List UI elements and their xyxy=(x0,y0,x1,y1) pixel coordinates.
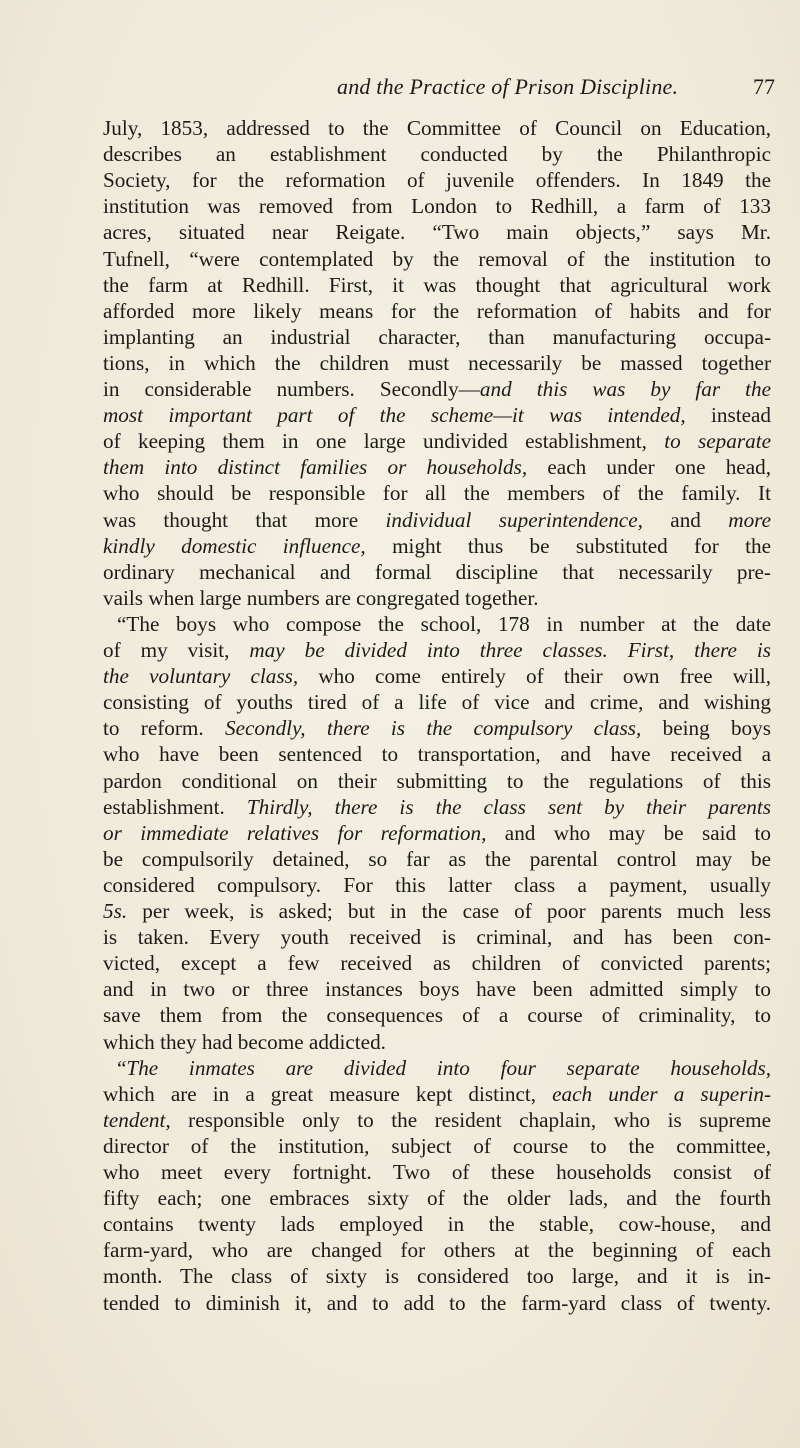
text-line xyxy=(103,741,771,767)
text-line xyxy=(103,480,771,506)
text-line xyxy=(103,1290,771,1316)
italic-text-segment: most important part of the scheme—it was intended, xyxy=(103,403,686,428)
text-line xyxy=(103,1263,771,1289)
text-line xyxy=(103,637,771,663)
text-line xyxy=(103,402,771,428)
text-segment: tended to diminish it, and to add to the farm-yard class of twenty. xyxy=(103,1290,771,1315)
text-segment: pardon conditional on their submitting to the regulations of this xyxy=(103,768,771,793)
italic-text-segment: may be divided into three classes. First, there is xyxy=(249,638,771,662)
text-line xyxy=(103,794,771,820)
text-segment: and xyxy=(642,507,729,532)
text-segment: “The boys who compose the school, 178 in number at the date xyxy=(117,611,771,636)
text-line xyxy=(103,950,771,976)
text-segment: of keeping them in one large undivided establishment, xyxy=(103,429,665,454)
page-header xyxy=(0,74,800,110)
text-segment: which they had become addicted. xyxy=(103,1029,386,1054)
italic-text-segment: individual superintendence, xyxy=(385,507,643,532)
text-segment: describes an establishment conducted by the Philanthropic xyxy=(103,142,771,167)
text-segment: and who may be said to xyxy=(486,820,771,845)
text-segment: the farm at Redhill. First, it was thought that agricultural work xyxy=(103,272,771,297)
text-segment: farm-yard, who are changed for others at the beginning of each xyxy=(103,1238,771,1263)
text-segment: tions, in which the children must necessarily be massed together xyxy=(103,350,771,375)
text-line xyxy=(103,1185,771,1211)
italic-text-segment: kindly domestic influence, xyxy=(103,533,366,558)
italic-text-segment: more xyxy=(728,507,772,532)
italic-text-segment: Secondly, there is the compulsory class, xyxy=(225,716,642,741)
text-line xyxy=(103,715,771,741)
text-segment: fifty each; one embraces sixty of the older lads, and the fourth xyxy=(103,1186,771,1211)
text-line xyxy=(103,298,771,324)
text-segment: director of the institution, subject of course to the committee, xyxy=(103,1133,771,1158)
page-number: 77 xyxy=(753,74,775,99)
italic-text-segment: or immediate relatives for reformation, xyxy=(103,820,487,845)
text-line xyxy=(103,898,771,924)
text-segment: victed, except a few received as children of convicted parents; xyxy=(103,951,771,976)
text-line xyxy=(103,324,771,350)
text-segment: each under one head, xyxy=(527,455,771,480)
text-segment: per week, is asked; but in the case of poor parents much less xyxy=(127,899,771,923)
text-segment: be compulsorily detained, so far as the parental control may be xyxy=(103,846,771,871)
text-line xyxy=(103,350,771,376)
text-segment: month. The class of sixty is considered too large, and it is in- xyxy=(103,1264,771,1289)
text-line xyxy=(103,976,771,1002)
text-line xyxy=(103,193,771,219)
text-segment: vails when large numbers are congregated together. xyxy=(103,585,539,610)
text-segment: consisting of youths tired of a life of vice and crime, and wishing xyxy=(103,690,771,715)
italic-text-segment: Thirdly, there is the class sent by their parents xyxy=(246,794,771,819)
italic-text-segment: them into distinct families or households, xyxy=(103,455,528,480)
italic-text-segment: the voluntary class, xyxy=(103,664,299,689)
text-line xyxy=(103,872,771,898)
italic-text-segment: to separate xyxy=(664,429,772,454)
text-segment: who come entirely of their own free will, xyxy=(298,664,771,689)
text-segment: ordinary mechanical and formal discipline that necessarily pre- xyxy=(103,559,771,584)
text-line xyxy=(103,376,771,402)
text-segment: considered compulsory. For this latter class a payment, usually xyxy=(103,872,771,897)
text-line xyxy=(103,454,771,480)
text-line xyxy=(103,428,771,454)
text-line xyxy=(103,689,771,715)
text-line xyxy=(103,1081,771,1107)
text-line xyxy=(103,272,771,298)
text-segment: institution was removed from London to Redhill, a farm of 133 xyxy=(103,194,771,219)
text-segment: might thus be substituted for the xyxy=(365,533,771,558)
text-line xyxy=(103,585,771,611)
text-segment: who have been sentenced to transportation, and have received a xyxy=(103,742,771,767)
italic-text-segment: 5s. xyxy=(103,899,128,923)
text-segment: responsible only to the resident chaplain, who is supreme xyxy=(170,1107,771,1132)
text-line xyxy=(103,533,771,559)
text-segment: who meet every fortnight. Two of these households consist of xyxy=(103,1160,771,1184)
text-line xyxy=(103,167,771,193)
text-segment: acres, situated near Reigate. “Two main objects,” says Mr. xyxy=(103,220,771,245)
text-line xyxy=(103,1237,771,1263)
text-line xyxy=(103,663,771,689)
text-segment: Tufnell, “were contemplated by the removal of the institution to xyxy=(103,246,771,271)
text-segment: establishment. xyxy=(103,794,247,819)
text-segment: contains twenty lads employed in the stable, cow-house, and xyxy=(103,1212,771,1237)
text-segment: is taken. Every youth received is criminal, and has been con- xyxy=(103,925,771,950)
text-line xyxy=(117,611,771,637)
text-segment: afforded more likely means for the reformation of habits and for xyxy=(103,298,771,323)
text-line xyxy=(103,768,771,794)
italic-text-segment: each under a superin- xyxy=(552,1081,771,1106)
running-title: and the Practice of Prison Discipline. xyxy=(337,74,679,99)
text-line xyxy=(103,924,771,950)
text-line xyxy=(103,846,771,872)
text-line xyxy=(103,115,771,141)
text-segment: Society, for the reformation of juvenile offenders. In 1849 the xyxy=(103,168,771,193)
text-line xyxy=(103,141,771,167)
text-line xyxy=(117,1055,771,1081)
text-line xyxy=(103,1029,771,1055)
text-line xyxy=(103,1211,771,1237)
text-segment: was thought that more xyxy=(103,507,386,532)
text-line xyxy=(103,559,771,585)
text-segment: who should be responsible for all the members of the family. It xyxy=(103,481,771,506)
text-line xyxy=(103,219,771,245)
text-line xyxy=(103,246,771,272)
italic-text-segment: The inmates are divided into four separate households, xyxy=(126,1055,771,1080)
text-segment: which are in a great measure kept distinct, xyxy=(103,1081,553,1106)
text-segment: July, 1853, addressed to the Committee of Council on Education, xyxy=(103,116,771,140)
text-line xyxy=(103,1159,771,1185)
text-segment: of my visit, xyxy=(103,638,250,662)
text-line xyxy=(103,1002,771,1028)
text-line xyxy=(103,820,771,846)
text-segment: to reform. xyxy=(103,716,225,741)
text-line xyxy=(103,507,771,533)
text-segment: instead xyxy=(685,403,771,428)
text-segment: save them from the consequences of a course of criminality, to xyxy=(103,1003,771,1028)
italic-text-segment: tendent, xyxy=(103,1107,171,1132)
text-segment: being boys xyxy=(641,716,771,741)
text-segment: implanting an industrial character, than manufacturing occupa- xyxy=(103,324,771,349)
text-segment: “ xyxy=(117,1055,127,1080)
text-segment: and in two or three instances boys have been admitted simply to xyxy=(103,977,771,1002)
text-line xyxy=(103,1133,771,1159)
italic-text-segment: and this was by far the xyxy=(479,377,771,401)
text-segment: in considerable numbers. Secondly— xyxy=(103,377,480,401)
text-line xyxy=(103,1107,771,1133)
